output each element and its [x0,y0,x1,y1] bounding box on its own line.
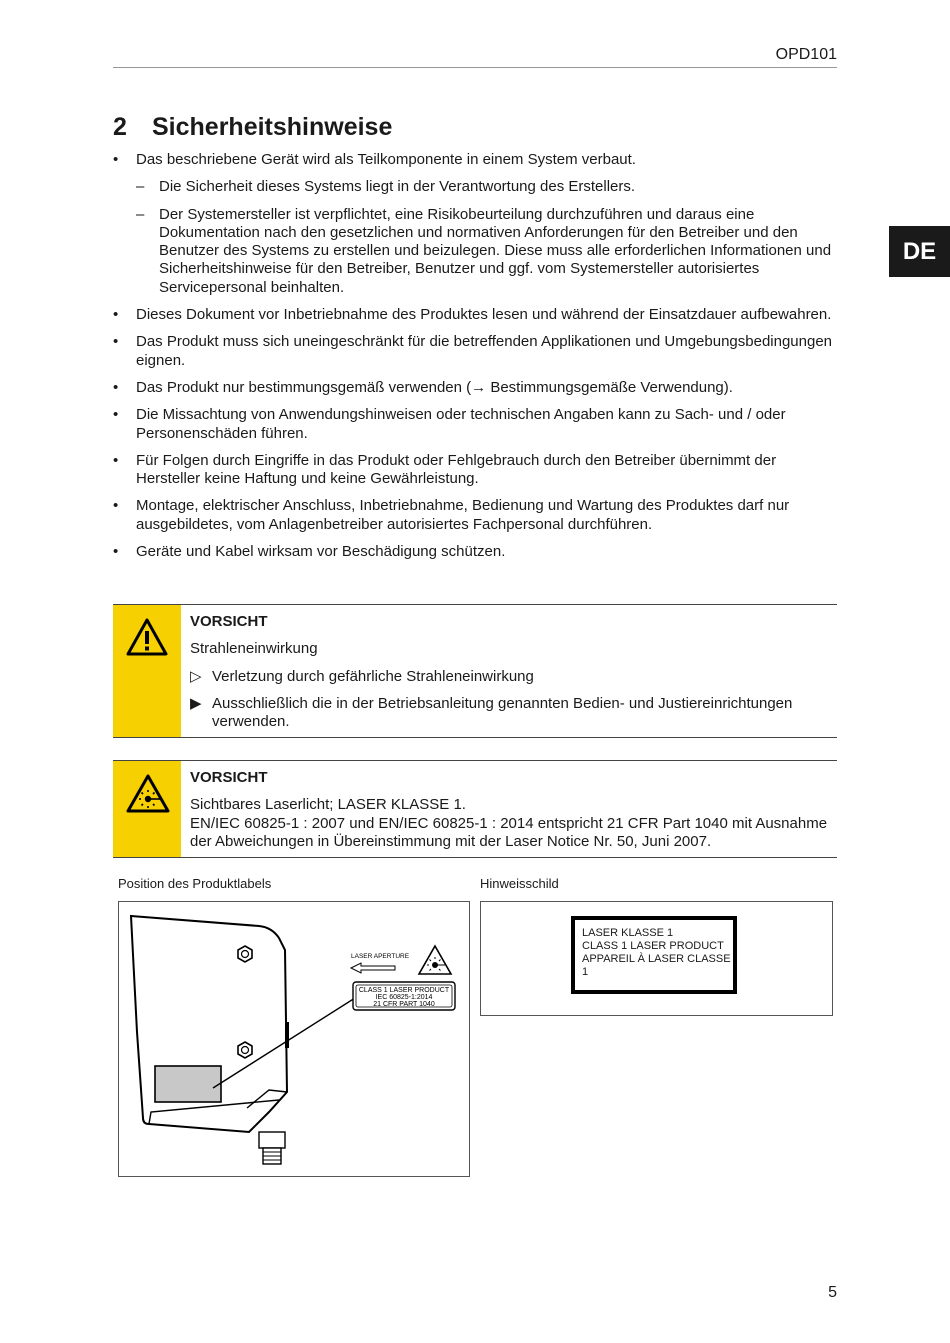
device-drawing [119,902,469,1176]
warning-triangle-icon [125,617,169,657]
laser-warning-icon [125,773,171,815]
list-item: • Geräte und Kabel wirksam vor Beschädigung schützen. [113,543,837,561]
caution-title: VORSICHT [190,769,268,786]
list-item: • Dieses Dokument vor Inbetriebnahme des Produktes lesen und während der Einsatzdauer aufbewahren. [113,306,837,324]
caution-action [190,695,837,732]
caution-box-radiation [113,604,837,738]
list-item: • Das Produkt muss sich uneingeschränkt für die betreffenden Applikationen und Umgebungsbedingungen eignen. [113,333,837,370]
sub-list [136,178,837,297]
caution-consequence [190,668,837,686]
aperture-label: LASER APERTURE [351,953,410,960]
section-title-text: Sicherheitshinweise [152,113,393,141]
safety-instructions [113,151,837,570]
caution-band [113,761,181,857]
product-label-figure [118,901,470,1177]
sub-list-item: – Der Systemersteller ist verpflichtet, eine Risikobeurteilung durchzuführen und daraus eine Dokumentation nach den gesetzlichen und normativen Anforderungen für den Betreiber und den Benutzer des Systems zu erstellen und beizulegen. Diese muss alle erforderlichen Informationen und Sicherheitshinweise für den Betreiber, Benutzer und ggf. vom Systemersteller autorisiertes Servicepersonal beinhalten. [136,206,837,297]
action-text: Ausschließlich die in der Betriebsanleitung genannten Bedien- und Justiereinrichtungen verwenden. [212,694,793,731]
section-number: 2 [113,113,127,141]
language-tab: DE [889,226,950,277]
caution-body [181,605,837,737]
laser-standard-text: EN/IEC 60825-1 : 2007 und EN/IEC 60825-1 : 2014 entspricht 21 CFR Part 1040 mit Ausnahme der Abweichungen in Übereinstimmung mit der Laser Notice Nr. 50, Juni 2007. [190,814,828,850]
hint-sign-line: APPAREIL À LASER CLASSE 1 [582,953,731,978]
figure-caption-label-position: Position des Produktlabels [118,876,272,891]
consequence-text: Verletzung durch gefährliche Strahleneinwirkung [212,667,534,685]
section-title [113,113,392,142]
list-item: • Die Missachtung von Anwendungshinweisen oder technischen Angaben kann zu Sach- und / oder Personenschäden führen. [113,406,837,443]
hint-sign [571,916,737,994]
device-label-line-1: CLASS 1 LASER PRODUCT [358,987,450,994]
caution-band [113,605,181,737]
hint-sign-figure [480,901,833,1016]
page-number: 5 [828,1284,837,1301]
header-rule [113,67,837,68]
consequence-marker-icon: ▷ [190,667,202,685]
hint-sign-line: LASER KLASSE 1 [582,927,674,939]
laser-class-text: Sichtbares Laserlicht; LASER KLASSE 1. [190,796,466,814]
caution-body [181,761,837,857]
list-item: • Das Produkt nur bestimmungsgemäß verwenden (→ Bestimmungsgemäße Verwendung). [113,379,837,397]
caution-subtitle: Strahleneinwirkung [190,640,318,658]
list-item [113,151,837,297]
bullet-list [113,151,837,561]
sub-list-item: – Die Sicherheit dieses Systems liegt in der Verantwortung des Erstellers. [136,178,837,196]
caution-title: VORSICHT [190,613,268,630]
caution-box-laser [113,760,837,858]
device-label-line-3: 21 CFR PART 1040 [373,1001,435,1008]
header-product-name: OPD101 [775,46,837,63]
figure-caption-hint-sign: Hinweisschild [480,876,559,891]
action-marker-icon: ▶ [190,694,202,712]
list-item-text: Das beschriebene Gerät wird als Teilkomponente in einem System verbaut. [136,151,636,168]
device-label-line-2: IEC 60825-1:2014 [375,994,433,1001]
list-item: • Montage, elektrischer Anschluss, Inbetriebnahme, Bedienung und Wartung des Produktes darf nur ausgebildetes, vom Anlagenbetreiber autorisiertes Fachpersonal durchführen. [113,497,837,534]
hint-sign-line: CLASS 1 LASER PRODUCT [582,940,724,952]
list-item: • Für Folgen durch Eingriffe in das Produkt oder Fehlgebrauch durch den Betreiber übernimmt der Hersteller keine Haftung und keine Gewährleistung. [113,452,837,489]
